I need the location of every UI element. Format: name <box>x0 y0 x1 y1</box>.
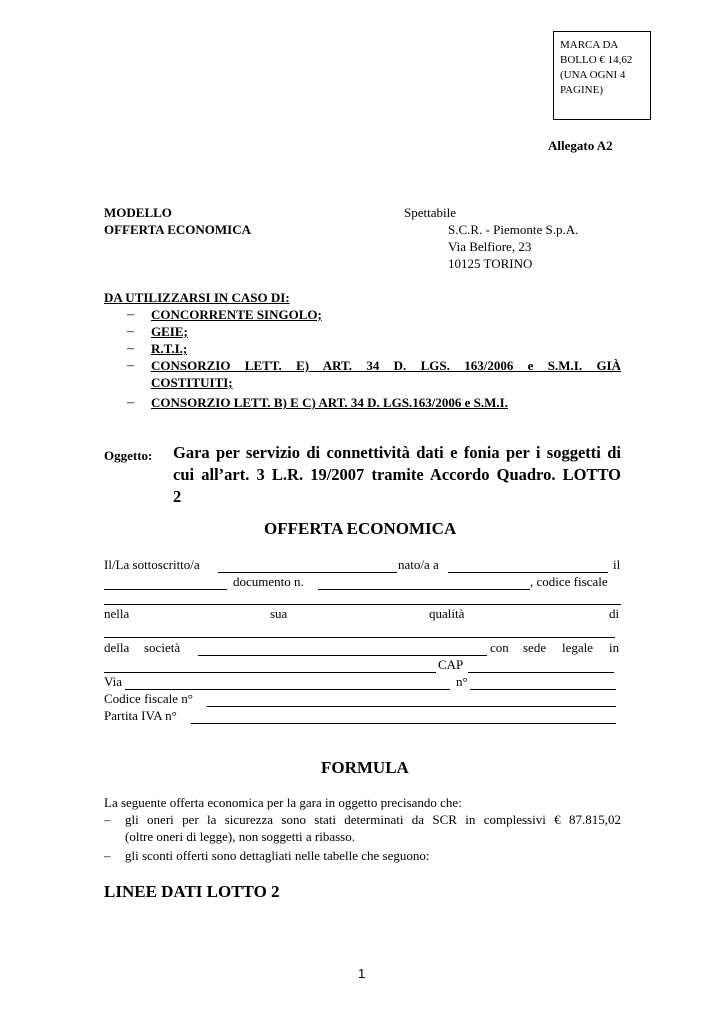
label-sottoscritto: Il/La sottoscritto/a <box>104 557 200 572</box>
list-bullet: – <box>127 307 134 322</box>
label-iva-n: Partita IVA n° <box>104 708 177 723</box>
company-tax-code-field[interactable] <box>207 706 616 707</box>
label-il: il <box>613 557 621 572</box>
label-codice-fiscale: , codice fiscale <box>530 574 608 589</box>
oggetto-line1: Gara per servizio di connettività dati e fonia per i soggetti di <box>173 443 621 462</box>
linee-title: LINEE DATI LOTTO 2 <box>104 882 280 901</box>
tax-code-field[interactable] <box>104 604 621 605</box>
label-nato: nato/a a <box>398 557 439 572</box>
formula-bullet2: gli sconti offerti sono dettagliati nelle tabelle che seguono: <box>125 848 430 863</box>
label-nella: nella <box>104 606 130 621</box>
list-bullet: – <box>127 358 134 373</box>
document-number-field[interactable] <box>318 589 530 590</box>
usage-heading: DA UTILIZZARSI IN CASO DI: <box>104 290 290 305</box>
street-field[interactable] <box>125 689 450 690</box>
vat-number-field[interactable] <box>191 723 616 724</box>
label-con: con <box>490 640 509 655</box>
recipient-city: 10125 TORINO <box>448 256 533 271</box>
modello-line1: MODELLO <box>104 205 172 220</box>
offerta-title: OFFERTA ECONOMICA <box>264 519 457 538</box>
list-bullet: – <box>127 324 134 339</box>
page-number: 1 <box>358 966 366 981</box>
label-della: della <box>104 640 130 655</box>
formula-bullet1-line2: (oltre oneri di legge), non soggetti a ribasso. <box>125 829 355 844</box>
oggetto-line3: 2 <box>173 487 182 506</box>
label-in: in <box>609 640 620 655</box>
address-field[interactable] <box>104 672 436 673</box>
list-item: CONCORRENTE SINGOLO; <box>151 307 322 322</box>
cap-field[interactable] <box>468 672 614 673</box>
street-number-field[interactable] <box>470 689 616 690</box>
label-numero: n° <box>456 674 468 689</box>
list-item-continued: COSTITUITI; <box>151 375 233 390</box>
label-di: di <box>609 606 620 621</box>
label-cap: CAP <box>438 657 464 672</box>
birthdate-field[interactable] <box>104 589 227 590</box>
recipient-salutation: Spettabile <box>404 205 456 220</box>
formula-bullet-2: – <box>104 848 111 863</box>
label-documento: documento n. <box>233 574 304 589</box>
stamp-text: MARCA DA BOLLO € 14,62 (UNA OGNI 4 PAGINE) <box>560 39 633 96</box>
label-sede: sede <box>523 640 547 655</box>
formula-title: FORMULA <box>321 758 409 777</box>
label-qualita: qualità <box>429 606 465 621</box>
list-item: GEIE; <box>151 324 188 339</box>
label-legale: legale <box>562 640 594 655</box>
company-field[interactable] <box>198 655 487 656</box>
label-sua: sua <box>270 606 288 621</box>
recipient-name: S.C.R. - Piemonte S.p.A. <box>448 222 579 237</box>
list-item: R.T.I.; <box>151 341 188 356</box>
label-societa: società <box>144 640 181 655</box>
stamp-box <box>553 31 651 120</box>
allegato-label: Allegato A2 <box>548 138 613 153</box>
formula-intro: La seguente offerta economica per la gara in oggetto precisando che: <box>104 795 462 810</box>
oggetto-label: Oggetto: <box>104 448 153 463</box>
oggetto-line2: cui all’art. 3 L.R. 19/2007 tramite Accordo Quadro. LOTTO <box>173 465 621 484</box>
label-cf-n: Codice fiscale n° <box>104 691 193 706</box>
modello-line2: OFFERTA ECONOMICA <box>104 222 251 237</box>
name-field[interactable] <box>218 572 397 573</box>
role-field[interactable] <box>104 637 615 638</box>
list-item: CONSORZIO LETT. E) ART. 34 D. LGS. 163/2006 e S.M.I. GIÀ <box>151 358 621 373</box>
list-bullet: – <box>127 395 134 410</box>
list-item: CONSORZIO LETT. B) E C) ART. 34 D. LGS.163/2006 e S.M.I. <box>151 395 508 410</box>
list-bullet: – <box>127 341 134 356</box>
recipient-street: Via Belfiore, 23 <box>448 239 532 254</box>
birthplace-field[interactable] <box>448 572 608 573</box>
label-via: Via <box>104 674 122 689</box>
formula-bullet-1: – <box>104 812 111 827</box>
formula-bullet1-line1: gli oneri per la sicurezza sono stati determinati da SCR in complessivi € 87.815,02 <box>125 812 621 827</box>
